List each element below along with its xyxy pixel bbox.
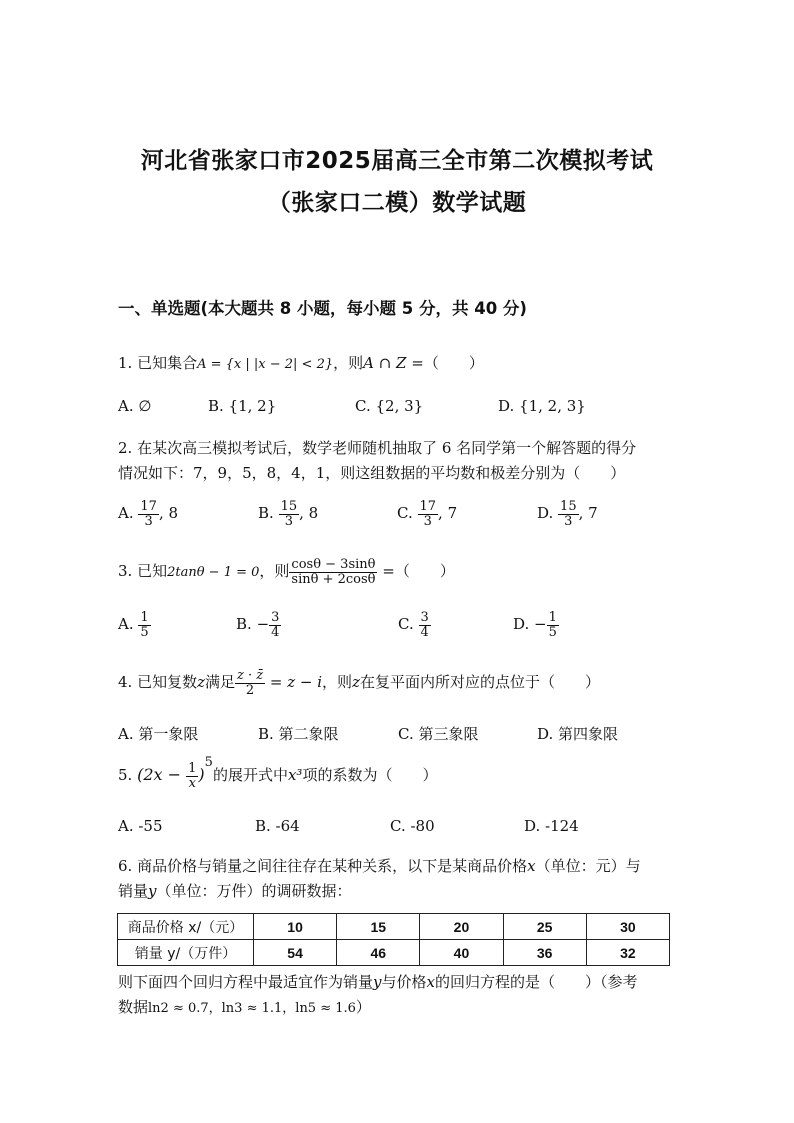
fraction	[279, 500, 300, 528]
fraction	[138, 611, 150, 639]
table-cell: 36	[503, 940, 586, 966]
q5-option-d: D. -124	[524, 817, 579, 835]
q5-power: 5	[204, 755, 213, 771]
option-tail: , 8	[299, 504, 319, 523]
q3-option-d	[513, 611, 559, 639]
table-row	[118, 914, 670, 940]
table-cell: 25	[503, 914, 586, 940]
denominator: 5	[140, 624, 149, 640]
question-3	[118, 558, 455, 586]
table-cell: 40	[420, 940, 503, 966]
q5-suffix: 项的系数为（ ）	[302, 766, 438, 785]
fraction	[547, 611, 559, 639]
q4-option-a: A. 第一象限	[118, 725, 199, 743]
page-subtitle: （张家口二模）数学试题	[267, 190, 527, 216]
fraction	[138, 500, 159, 528]
q4-mid1: 满足	[205, 673, 236, 692]
q2-line-1: 2. 在某次高三模拟考试后，数学老师随机抽取了 6 名同学第一个解答题的得分	[118, 439, 637, 457]
denominator: 3	[423, 513, 432, 529]
table-cell: 46	[337, 940, 420, 966]
q4-rhs: = z − i	[265, 673, 323, 692]
option-label: D.	[537, 504, 554, 523]
table-cell: 20	[420, 914, 503, 940]
option-tail: , 7	[578, 504, 598, 523]
q1-prefix: 1. 已知集合	[118, 354, 198, 372]
q4-var-z: z	[197, 673, 205, 692]
option-label: D.	[513, 615, 530, 634]
option-label: B.	[258, 504, 274, 523]
table-row-label: 销量 y/（万件）	[118, 940, 254, 966]
q6-after2-a: 数据	[118, 998, 149, 1016]
q1-expr: A ∩ Z	[363, 354, 407, 372]
section-header: 一、单选题(本大题共 8 小题，每小题 5 分，共 40 分)	[118, 299, 527, 318]
q6-var-x: x	[527, 857, 536, 875]
table-cell: 15	[337, 914, 420, 940]
q6-var-y: y	[148, 882, 157, 900]
q3-option-a	[118, 611, 151, 639]
q1-option-a: A. ∅	[118, 397, 152, 415]
numerator: cosθ − 3sinθ	[291, 557, 376, 572]
q6-after-line-2	[118, 996, 371, 1017]
q6-line1-text: 6. 商品价格与销量之间往往存在某种关系，以下是某商品价格	[118, 857, 528, 875]
q5-close: )	[198, 765, 205, 785]
q1-option-b: B. {1, 2}	[208, 397, 277, 415]
q4-suffix: 在复平面内所对应的点位于（ ）	[359, 673, 600, 692]
q4-option-c: C. 第三象限	[398, 725, 479, 743]
denominator: 2	[245, 682, 255, 698]
q5-fraction	[186, 762, 198, 790]
option-sign: −	[256, 615, 270, 634]
q3-option-c	[398, 611, 431, 639]
fraction	[419, 611, 431, 639]
q5-option-c: C. -80	[390, 817, 435, 835]
q2-line-2: 情况如下：7，9，5，8，4，1，则这组数据的平均数和极差分别为（ ）	[118, 464, 626, 482]
option-label: C.	[397, 504, 413, 523]
q3-prefix: 3. 已知	[118, 562, 168, 581]
option-label: B.	[236, 615, 252, 634]
table-row-label: 商品价格 x/（元）	[118, 914, 254, 940]
q6-line2-head: 销量	[118, 882, 149, 900]
q1-option-d: D. {1, 2, 3}	[498, 397, 586, 415]
q3-option-b	[236, 611, 281, 639]
numerator: 1	[188, 761, 197, 776]
q5-term: x³	[287, 766, 303, 785]
q5-prefix: 5.	[118, 766, 133, 785]
q3-condition: 2tanθ − 1 = 0	[167, 565, 260, 581]
denominator: 4	[420, 624, 429, 640]
table-cell: 30	[586, 914, 669, 940]
numerator: 15	[560, 499, 577, 514]
q6-after1-c: 的回归方程的是（ ）（参考	[434, 973, 638, 991]
question-5	[118, 755, 438, 791]
q5-base: (2x −	[137, 765, 187, 785]
denominator: 3	[564, 513, 573, 529]
denominator: sinθ + 2cosθ	[291, 571, 376, 587]
data-table	[117, 913, 670, 966]
fraction	[269, 611, 281, 639]
q4-fraction	[235, 669, 265, 697]
option-tail: , 8	[158, 504, 179, 523]
q2-option-b	[258, 500, 318, 528]
table-row	[118, 940, 670, 966]
denominator: 4	[271, 624, 280, 640]
denominator: 3	[144, 513, 153, 529]
q6-after2-b: ）	[355, 998, 371, 1016]
q6-line-2	[118, 880, 352, 901]
table-cell: 32	[586, 940, 669, 966]
q3-fraction	[289, 558, 377, 586]
q4-var-z-2: z	[352, 673, 360, 692]
q1-set: A = {x | |x − 2| < 2}	[197, 357, 334, 372]
q6-after1-b: 与价格	[381, 973, 427, 991]
q2-option-a	[118, 500, 178, 528]
q3-suffix: =（ ）	[377, 562, 455, 581]
q4-option-d: D. 第四象限	[537, 725, 619, 743]
q6-reference-data: ln2 ≈ 0.7，ln3 ≈ 1.1，ln5 ≈ 1.6	[148, 1001, 356, 1016]
q6-var-x-2: x	[426, 973, 435, 991]
denominator: x	[188, 775, 196, 791]
q6-after-line-1	[118, 971, 638, 992]
q4-prefix: 4. 已知复数	[118, 673, 198, 692]
table-cell: 54	[254, 940, 337, 966]
numerator: 3	[271, 610, 280, 625]
denominator: 3	[284, 513, 293, 529]
q5-option-a: A. -55	[118, 817, 163, 835]
fraction	[418, 500, 439, 528]
numerator: 15	[280, 499, 298, 514]
fraction	[558, 500, 579, 528]
option-sign: −	[534, 615, 547, 634]
page-title: 河北省张家口市2025届高三全市第二次模拟考试	[140, 148, 654, 174]
table-cell: 10	[254, 914, 337, 940]
numerator: z · z̄	[237, 668, 264, 683]
question-4	[118, 669, 600, 697]
q3-mid: ，则	[259, 562, 290, 581]
q1-option-c: C. {2, 3}	[355, 397, 424, 415]
q1-suffix: =（ ）	[406, 354, 484, 372]
option-label: C.	[398, 615, 414, 634]
q5-mid: 的展开式中	[212, 766, 288, 785]
question-1	[118, 352, 484, 373]
q2-option-d	[537, 500, 598, 528]
numerator: 3	[420, 610, 429, 625]
numerator: 1	[548, 610, 557, 625]
q6-line-1	[118, 855, 641, 876]
q2-option-c	[397, 500, 457, 528]
q4-mid2: ，则	[322, 673, 353, 692]
numerator: 17	[419, 499, 437, 514]
q6-line2-tail: （单位：万件）的调研数据：	[156, 882, 352, 900]
q6-line1-tail: （单位：元）与	[535, 857, 641, 875]
numerator: 17	[140, 499, 157, 514]
q1-mid: ，则	[333, 354, 364, 372]
q4-option-b: B. 第二象限	[258, 725, 339, 743]
option-label: A.	[118, 504, 134, 523]
q5-option-b: B. -64	[255, 817, 300, 835]
q6-var-y-2: y	[373, 973, 382, 991]
numerator: 1	[140, 610, 149, 625]
option-label: A.	[118, 615, 134, 634]
denominator: 5	[548, 624, 557, 640]
option-tail: , 7	[438, 504, 458, 523]
q6-after1-a: 则下面四个回归方程中最适宜作为销量	[118, 973, 374, 991]
